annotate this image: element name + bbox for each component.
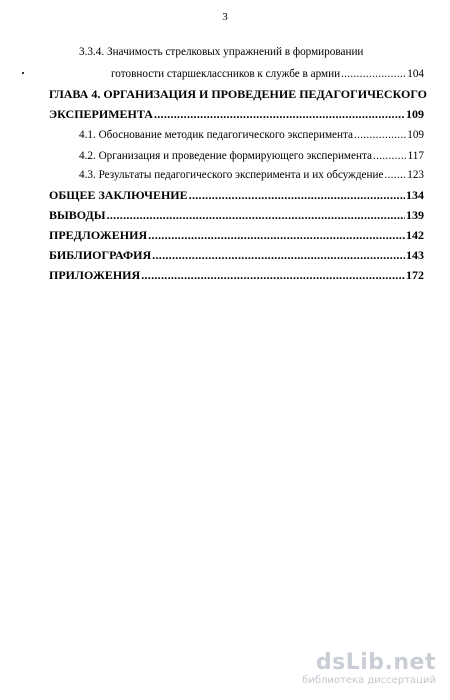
watermark-brand: dsLib.net	[315, 650, 436, 675]
toc-entry-page: 109	[406, 107, 424, 121]
toc-entry-page: 142	[406, 228, 424, 242]
dot-leader	[148, 228, 405, 242]
toc-entry-page: 143	[406, 248, 424, 262]
toc-bibliography	[49, 248, 424, 262]
toc-entry-text: ЭКСПЕРИМЕНТА	[49, 107, 153, 121]
toc-entry-text: БИБЛИОГРАФИЯ	[49, 248, 152, 262]
toc-entry-text: 4.3. Результаты педагогического эксперимента и их обсуждение	[79, 169, 384, 181]
toc-entry-text: ОБЩЕЕ ЗАКЛЮЧЕНИЕ	[49, 188, 188, 202]
toc-entry-text: 4.1. Обоснование методик педагогического эксперимента	[79, 129, 353, 141]
dot-leader	[373, 149, 407, 163]
dot-leader	[152, 248, 405, 262]
toc-entry-page: 172	[406, 268, 424, 282]
toc-entry-4-2	[79, 149, 424, 163]
dot-leader	[189, 188, 405, 202]
toc-findings	[49, 208, 424, 222]
toc-entry-text: ПРЕДЛОЖЕНИЯ	[49, 228, 148, 242]
toc-entry-text: ВЫВОДЫ	[49, 208, 106, 222]
toc-entry-text: ПРИЛОЖЕНИЯ	[49, 268, 141, 282]
watermark-logo	[302, 652, 436, 686]
page-number: 3	[222, 11, 228, 23]
dot-leader	[141, 268, 405, 282]
toc-entry-page: 123	[407, 169, 424, 181]
toc-entry-3-3-4-line2	[111, 67, 424, 81]
toc-general-conclusion	[49, 188, 424, 202]
toc-chapter-4-line1	[49, 87, 427, 101]
toc-entry-4-1	[79, 128, 424, 142]
toc-entry-page: 139	[406, 208, 424, 222]
dot-leader	[354, 128, 406, 142]
toc-entry-text: ГЛАВА 4. ОРГАНИЗАЦИЯ И ПРОВЕДЕНИЕ ПЕДАГОГИЧЕСКОГО	[49, 87, 427, 101]
toc-chapter-4-line2	[49, 107, 424, 121]
dot-leader	[154, 107, 405, 121]
table-of-contents	[0, 0, 450, 300]
toc-entry-page: 134	[406, 188, 424, 202]
dot-leader	[107, 208, 405, 222]
toc-entry-text: 4.2. Организация и проведение формирующего эксперимента	[79, 150, 372, 162]
toc-entry-3-3-4-line1	[79, 45, 420, 59]
toc-entry-page: 117	[407, 150, 424, 162]
dot-leader	[341, 67, 406, 81]
toc-entry-page: 109	[407, 129, 424, 141]
toc-entry-text: 3.3.4. Значимость стрелковых упражнений в формировании	[79, 46, 364, 58]
toc-appendices	[49, 268, 424, 282]
dot-leader	[384, 168, 406, 182]
toc-proposals	[49, 228, 424, 242]
toc-entry-4-3	[79, 168, 424, 182]
toc-entry-text: готовности старшеклассников к службе в армии	[111, 68, 341, 80]
toc-entry-page: 104	[407, 68, 424, 80]
watermark-tagline: библиотека диссертаций	[302, 675, 436, 686]
